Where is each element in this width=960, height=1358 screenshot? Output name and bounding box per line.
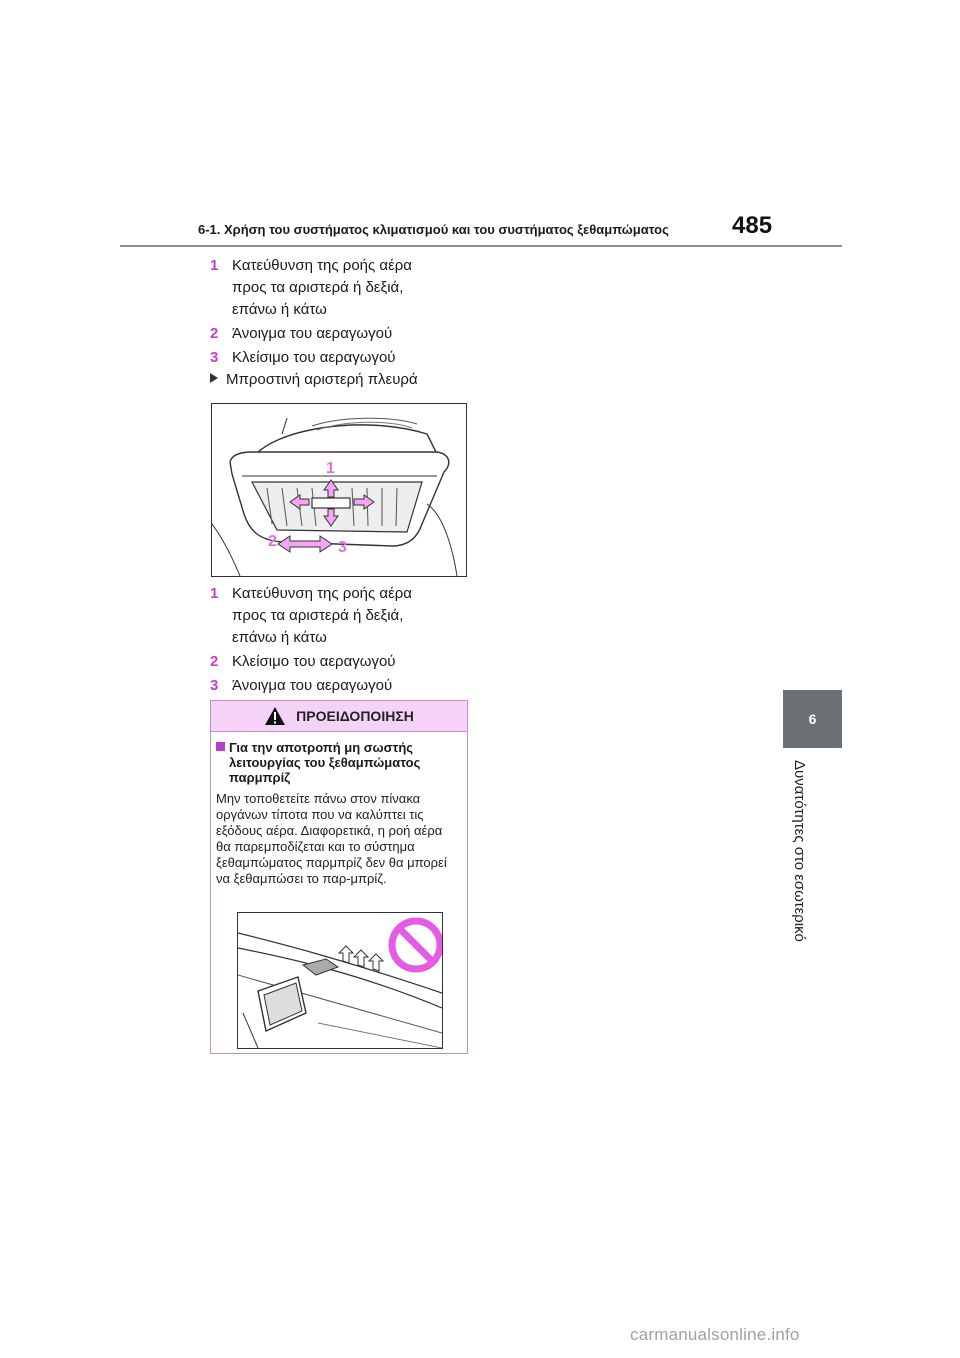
- item-number: 2: [210, 325, 219, 342]
- item-number: 1: [210, 585, 219, 602]
- warning-title: ΠΡΟΕΙΔΟΠΟΙΗΣΗ: [296, 708, 414, 724]
- chapter-side-title: Δυνατότητες στο εσωτερικό: [791, 760, 808, 942]
- item-text: Άνοιγμα του αεραγωγού: [232, 677, 393, 694]
- warning-subtitle-text: Για την αποτροπή μη σωστής λειτουργίας του ξεθαμπώματος παρμπρίζ: [229, 740, 421, 785]
- figure-label-3: 3: [338, 539, 347, 556]
- list-item: [210, 651, 470, 673]
- item-text: Κλείσιμο του αεραγωγού: [232, 349, 396, 366]
- dashboard-drawing: [238, 913, 442, 1048]
- watermark: carmanualsonline.info: [630, 1325, 800, 1344]
- vent-illustration: [211, 403, 467, 577]
- warning-subtitle: [211, 732, 467, 785]
- figure-label-2: 2: [268, 533, 277, 550]
- item-text: Κατεύθυνση της ροής αέρα προς τα αριστερά ή δεξιά, επάνω ή κάτω: [232, 585, 412, 646]
- warning-triangle-icon: [264, 706, 286, 726]
- vent-function-list-2: [210, 583, 470, 697]
- item-text: Κλείσιμο του αεραγωγού: [232, 653, 396, 670]
- item-number: 2: [210, 653, 219, 670]
- chapter-tab[interactable]: 6: [783, 690, 842, 748]
- warning-box: [210, 700, 468, 1054]
- figure-label-1: 1: [326, 460, 335, 477]
- item-number: 3: [210, 349, 219, 366]
- page-number: 485: [732, 212, 773, 239]
- item-text: Κατεύθυνση της ροής αέρα προς τα αριστερά ή δεξιά, επάνω ή κάτω: [232, 257, 412, 318]
- warning-header: [211, 701, 467, 732]
- subheading-text: Μπροστινή αριστερή πλευρά: [226, 371, 418, 388]
- warning-body: Μην τοποθετείτε πάνω στον πίνακα οργάνων τίποτα που να καλύπτει τις εξόδους αέρα. Διαφορετικά, η ροή αέρα θα παρεμποδίζεται και το σύστημα ξεθαμπώματος παρμπρίζ δεν θα μπορεί να ξεθαμπώσει το παρ-μπρίζ.: [216, 791, 447, 886]
- list-item: [210, 583, 470, 649]
- subheading-front-left: [210, 370, 418, 390]
- vent-function-list-1: [210, 255, 470, 369]
- square-bullet-icon: [216, 742, 225, 751]
- item-text: Άνοιγμα του αεραγωγού: [232, 325, 393, 342]
- section-title: 6-1. Χρήση του συστήματος κλιματισμού και του συστήματος ξεθαμπώματος: [198, 222, 669, 237]
- item-number: 1: [210, 257, 219, 274]
- list-item: [210, 255, 470, 321]
- bullet-triangle-icon: [210, 373, 218, 383]
- dashboard-illustration: [237, 912, 443, 1049]
- item-number: 3: [210, 677, 219, 694]
- list-item: [210, 675, 470, 697]
- list-item: [210, 347, 470, 369]
- list-item: [210, 323, 470, 345]
- header-divider: [120, 245, 842, 247]
- vent-drawing: [212, 404, 466, 576]
